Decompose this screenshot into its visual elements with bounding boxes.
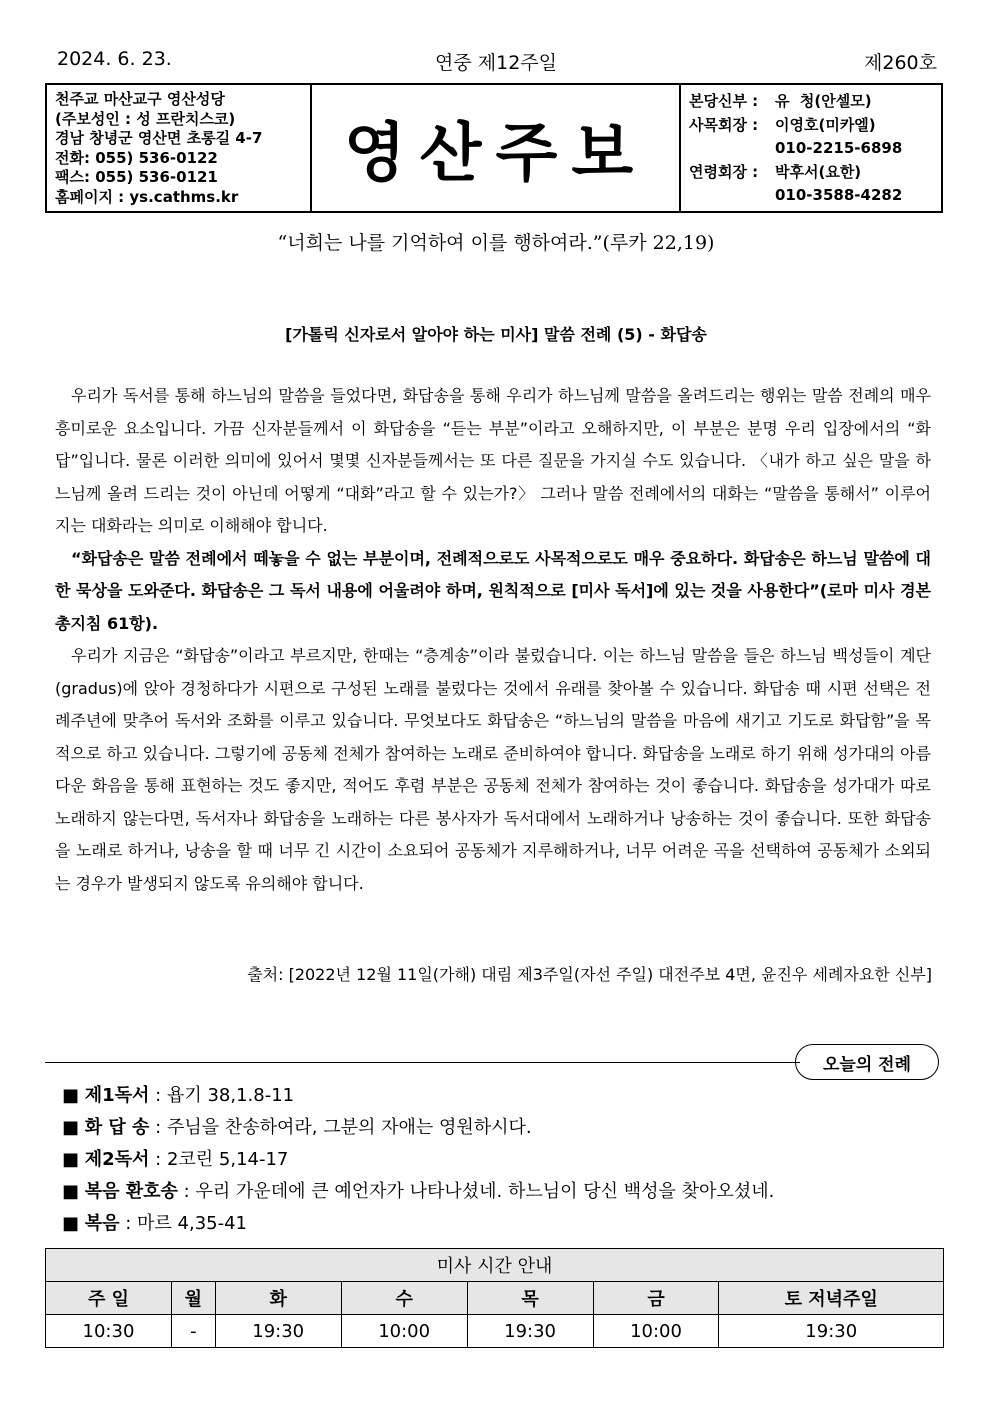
- liturgy-item: ■ 화 답 송 : 주님을 찬송하여라, 그분의 자애는 영원하시다.: [62, 1117, 532, 1138]
- address: 경남 창녕군 영산면 초롱길 4-7: [55, 129, 263, 147]
- phone: 전화: 055) 536-0122: [55, 148, 218, 167]
- scripture-quote: “너희는 나를 기억하여 이를 행하여라.”(루카 22,19): [277, 232, 715, 254]
- article-source: 출처: [2022년 12월 11일(가해) 대림 제3주일(자선 주일) 대전주보 4면, 윤진우 세례자요한 신부]: [247, 965, 932, 984]
- parish-info: [47, 85, 312, 211]
- liturgy-item: ■ 복음 환호송 : 우리 가운데에 큰 예언자가 나타나셨네. 하느님이 당신 백성을 찾아오셨네.: [62, 1181, 775, 1202]
- staff-row: 010-3588-4282: [775, 186, 903, 204]
- mass-time: 10:00: [593, 1315, 719, 1348]
- day-header: 목: [467, 1282, 593, 1315]
- parish-name: 천주교 마산교구 영산성당: [55, 90, 225, 108]
- mass-time: 19:30: [215, 1315, 341, 1348]
- paragraph-quote: “화답송은 말씀 전례에서 떼놓을 수 없는 부분이며, 전례적으로도 사목적으로도 매우 중요하다. 화답송은 하느님 말씀에 대한 묵상을 도와준다. 화답송은 그 독서 내용에 어울려야 하며, 원칙적으로 [미사 독서]에 있는 것을 사용한다”(로마 미사 경본 총지침 61항).: [55, 548, 931, 633]
- article-heading: [가톨릭 신자로서 알아야 하는 미사] 말씀 전례 (5) - 화답송: [285, 325, 707, 344]
- liturgy-item: ■ 제2독서 : 2코린 5,14-17: [62, 1149, 289, 1170]
- fax: 팩스: 055) 536-0121: [55, 168, 218, 186]
- mass-time: 19:30: [719, 1315, 944, 1348]
- day-header: 월: [171, 1282, 215, 1315]
- day-header: 토 저녁주일: [719, 1282, 944, 1315]
- staff-row: 010-2215-6898: [775, 139, 903, 157]
- masthead: [45, 83, 943, 213]
- liturgy-item: ■ 제1독서 : 욥기 38,1.8-11: [62, 1085, 295, 1106]
- staff-row: 사목회장 : 이영호(미카엘): [689, 115, 876, 134]
- mass-time: 10:30: [46, 1315, 172, 1348]
- mass-schedule-table: [45, 1248, 944, 1348]
- mass-schedule-title: 미사 시간 안내: [46, 1249, 944, 1282]
- liturgical-week: 연중 제12주일: [435, 52, 557, 74]
- liturgy-section-title: 오늘의 전례: [795, 1044, 939, 1080]
- mass-time: 10:00: [341, 1315, 467, 1348]
- bulletin-title: 영산주보: [312, 85, 681, 211]
- day-header: 수: [341, 1282, 467, 1315]
- staff-info: [681, 85, 941, 211]
- paragraph: 우리가 독서를 통해 하느님의 말씀을 들었다면, 화답송을 통해 우리가 하느님께 말씀을 올려드리는 행위는 말씀 전례의 매우 흥미로운 요소입니다. 가끔 신자분들께서 이 화답송을 “듣는 부분”이라고 오해하지만, 이 부분은 분명 우리 입장에서의 “화답”입니다. 물론 이러한 의미에 있어서 몇몇 신자분들께서는 또 다른 질문을 가지실 수도 있습니다. 〈내가 하고 싶은 말을 하느님께 올려 드리는 것이 아닌데 어떻게 “대화”라고 할 수 있는가?〉 그러나 말씀 전례에서의 대화는 “말씀을 통해서” 이루어지는 대화라는 의미로 이해해야 합니다.: [55, 386, 931, 535]
- day-header: 주 일: [46, 1282, 172, 1315]
- staff-row: 본당신부 : 유 청(안셀모): [689, 92, 872, 110]
- date: 2024. 6. 23.: [57, 48, 172, 70]
- issue-number: 제260호: [864, 52, 937, 74]
- staff-row: 연령회장 : 박후서(요한): [689, 162, 862, 181]
- liturgy-list: [62, 1080, 774, 1240]
- section-divider: [45, 1062, 800, 1063]
- mass-time: -: [171, 1315, 215, 1348]
- day-header: 금: [593, 1282, 719, 1315]
- paragraph: 우리가 지금은 “화답송”이라고 부르지만, 한때는 “층계송”이라 불렀습니다. 이는 하느님 말씀을 들은 하느님 백성들이 계단(gradus)에 앉아 경청하다가 시편으로 구성된 노래를 불렀다는 것에서 유래를 찾아볼 수 있습니다. 화답송 때 시편 선택은 전례주년에 맞추어 독서와 조화를 이루고 있습니다. 무엇보다도 화답송은 “하느님의 말씀을 마음에 새기고 기도로 화답함”을 목적으로 하고 있습니다. 그렇기에 공동체 전체가 참여하는 노래로 준비하여야 합니다. 화답송을 노래로 하기 위해 성가대의 아름다운 화음을 통해 표현하는 것도 좋지만, 적어도 후렴 부분은 공동체 전체가 참여하는 것이 좋습니다. 화답송을 성가대가 따로 노래하지 않는다면, 독서자나 화답송을 노래하는 다른 봉사자가 독서대에서 노래하거나 낭송하는 것이 좋습니다. 또한 화답송을 노래로 하거나, 낭송을 할 때 너무 긴 시간이 소요되어 공동체가 지루해하거나, 너무 어려운 곡을 선택하여 공동체가 소외되는 경우가 발생되지 않도록 유의해야 합니다.: [55, 646, 931, 893]
- day-header: 화: [215, 1282, 341, 1315]
- mass-time: 19:30: [467, 1315, 593, 1348]
- homepage: 홈페이지 : ys.cathms.kr: [55, 187, 239, 206]
- liturgy-item: ■ 복음 : 마르 4,35-41: [62, 1213, 247, 1234]
- patron-saint: (주보성인 : 성 프란치스코): [55, 109, 236, 128]
- article-body: [55, 380, 931, 900]
